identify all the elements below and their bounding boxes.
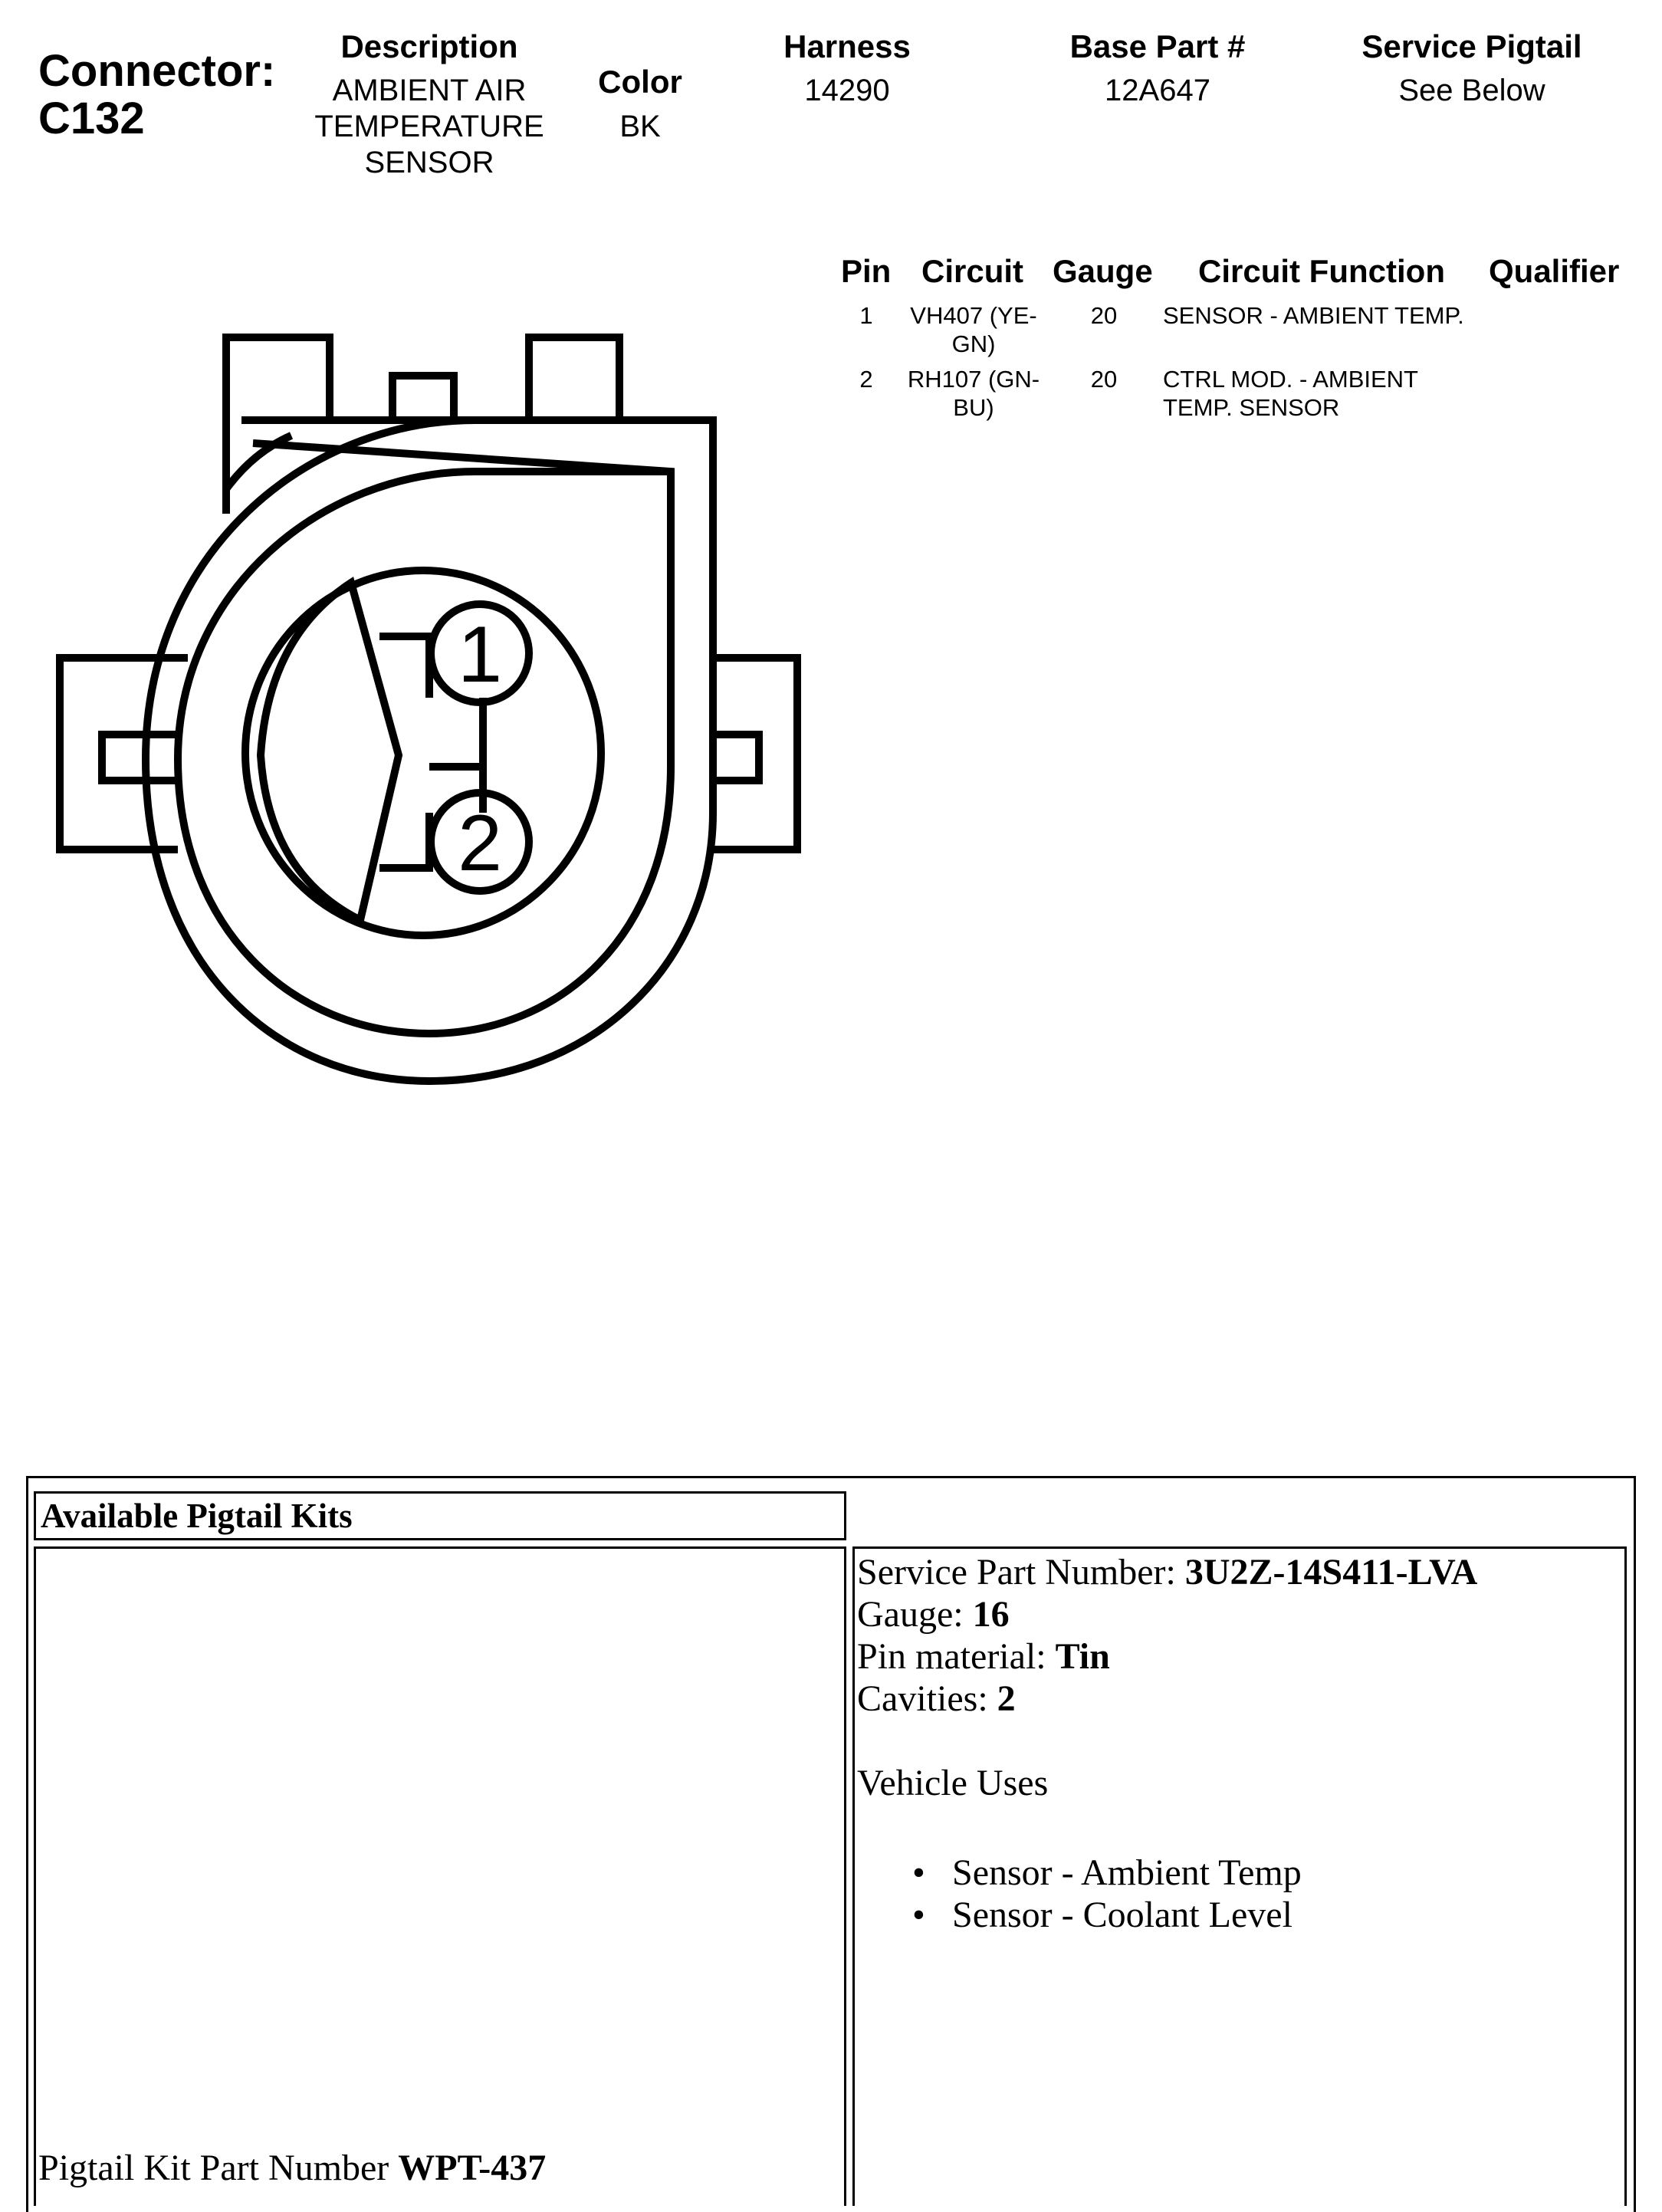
description-header: Description	[340, 28, 518, 64]
center-top-tab	[393, 376, 454, 420]
pin-header: Pin	[841, 253, 892, 289]
circuit-cell	[897, 365, 1050, 422]
polarization-key	[261, 583, 399, 920]
harness-header: Harness	[783, 28, 911, 64]
kit-gauge-label: Gauge:	[857, 1594, 973, 1635]
connector-face-diagram	[0, 307, 828, 1119]
circuit-line: VH407 (YE-	[910, 302, 1037, 329]
pin-material-value: Tin	[1055, 1636, 1110, 1677]
kit-part-label: Pigtail Kit Part Number	[38, 2148, 399, 2188]
gauge-cell: 20	[1090, 302, 1118, 329]
kit-part-value: WPT-437	[398, 2148, 547, 2188]
right-top-tab	[529, 337, 619, 420]
qualifier-header: Qualifier	[1489, 253, 1620, 289]
service-part-value: 3U2Z-14S411-LVA	[1184, 1552, 1478, 1592]
mating-face	[245, 570, 601, 935]
pigtail-kits-title: Available Pigtail Kits	[34, 1491, 846, 1540]
function-line: TEMP. SENSOR	[1163, 394, 1340, 421]
description-line: AMBIENT AIR	[332, 74, 527, 107]
service-pigtail-header: Service Pigtail	[1361, 28, 1582, 64]
right-flange-slot	[713, 735, 759, 781]
description-line: SENSOR	[364, 146, 494, 179]
pin-number: 1	[859, 302, 873, 329]
function-line: SENSOR - AMBIENT TEMP.	[1163, 302, 1464, 329]
pin-1-label: 1	[458, 610, 502, 699]
list-item	[912, 1894, 1302, 1936]
circuit-cell	[897, 301, 1050, 358]
circuit-line: BU)	[953, 394, 994, 421]
gauge-header: Gauge	[1053, 253, 1153, 289]
cavities-label: Cavities:	[857, 1678, 997, 1719]
pin-2-label: 2	[458, 799, 502, 888]
base-part-header: Base Part #	[1069, 28, 1246, 64]
cavities	[857, 1678, 1477, 1720]
circuit-header: Circuit	[921, 253, 1024, 289]
harness-value: 14290	[804, 74, 890, 107]
circuit-line: RH107 (GN-	[907, 366, 1040, 393]
color-header: Color	[598, 64, 682, 100]
connector-label	[38, 48, 275, 143]
description-line: TEMPERATURE	[314, 110, 544, 143]
connector-label-text: Connector:	[38, 46, 276, 96]
circuit-line: GN)	[951, 330, 996, 357]
bullet-icon: •	[912, 1895, 925, 1935]
kit-gauge-value: 16	[972, 1594, 1010, 1635]
housing-outer-body	[146, 420, 713, 1081]
service-pigtail-value: See Below	[1398, 74, 1545, 107]
pigtail-kit-part-number	[38, 2147, 546, 2189]
service-part-label: Service Part Number:	[857, 1552, 1185, 1592]
function-cell	[1163, 301, 1508, 330]
connector-id: C132	[38, 94, 145, 143]
pin-channel-upper	[379, 636, 429, 698]
pin-material-label: Pin material:	[857, 1636, 1056, 1677]
kit-gauge	[857, 1593, 1477, 1635]
pigtail-kit-image-cell	[34, 1546, 846, 2206]
function-cell	[1163, 365, 1508, 422]
color-value: BK	[619, 110, 661, 143]
pin-number: 2	[859, 366, 873, 393]
pigtail-kit-specs	[857, 1551, 1477, 1804]
circuit-function-header: Circuit Function	[1198, 253, 1445, 289]
pin-material	[857, 1635, 1477, 1678]
list-item	[912, 1852, 1302, 1894]
left-flange	[60, 658, 188, 850]
gauge-cell: 20	[1090, 366, 1118, 393]
vehicle-uses-heading: Vehicle Uses	[857, 1763, 1049, 1803]
vehicle-use-text: Sensor - Coolant Level	[952, 1895, 1292, 1935]
vehicle-uses-list	[912, 1852, 1302, 1936]
function-line: CTRL MOD. - AMBIENT	[1163, 366, 1418, 393]
base-part-value: 12A647	[1105, 74, 1210, 107]
bullet-icon: •	[912, 1852, 925, 1893]
cavities-value: 2	[997, 1678, 1016, 1719]
description-value	[291, 73, 567, 181]
housing-inner-body	[178, 472, 671, 1034]
left-flange-slot	[102, 735, 178, 781]
service-part-number	[857, 1551, 1477, 1593]
vehicle-use-text: Sensor - Ambient Temp	[952, 1852, 1302, 1893]
